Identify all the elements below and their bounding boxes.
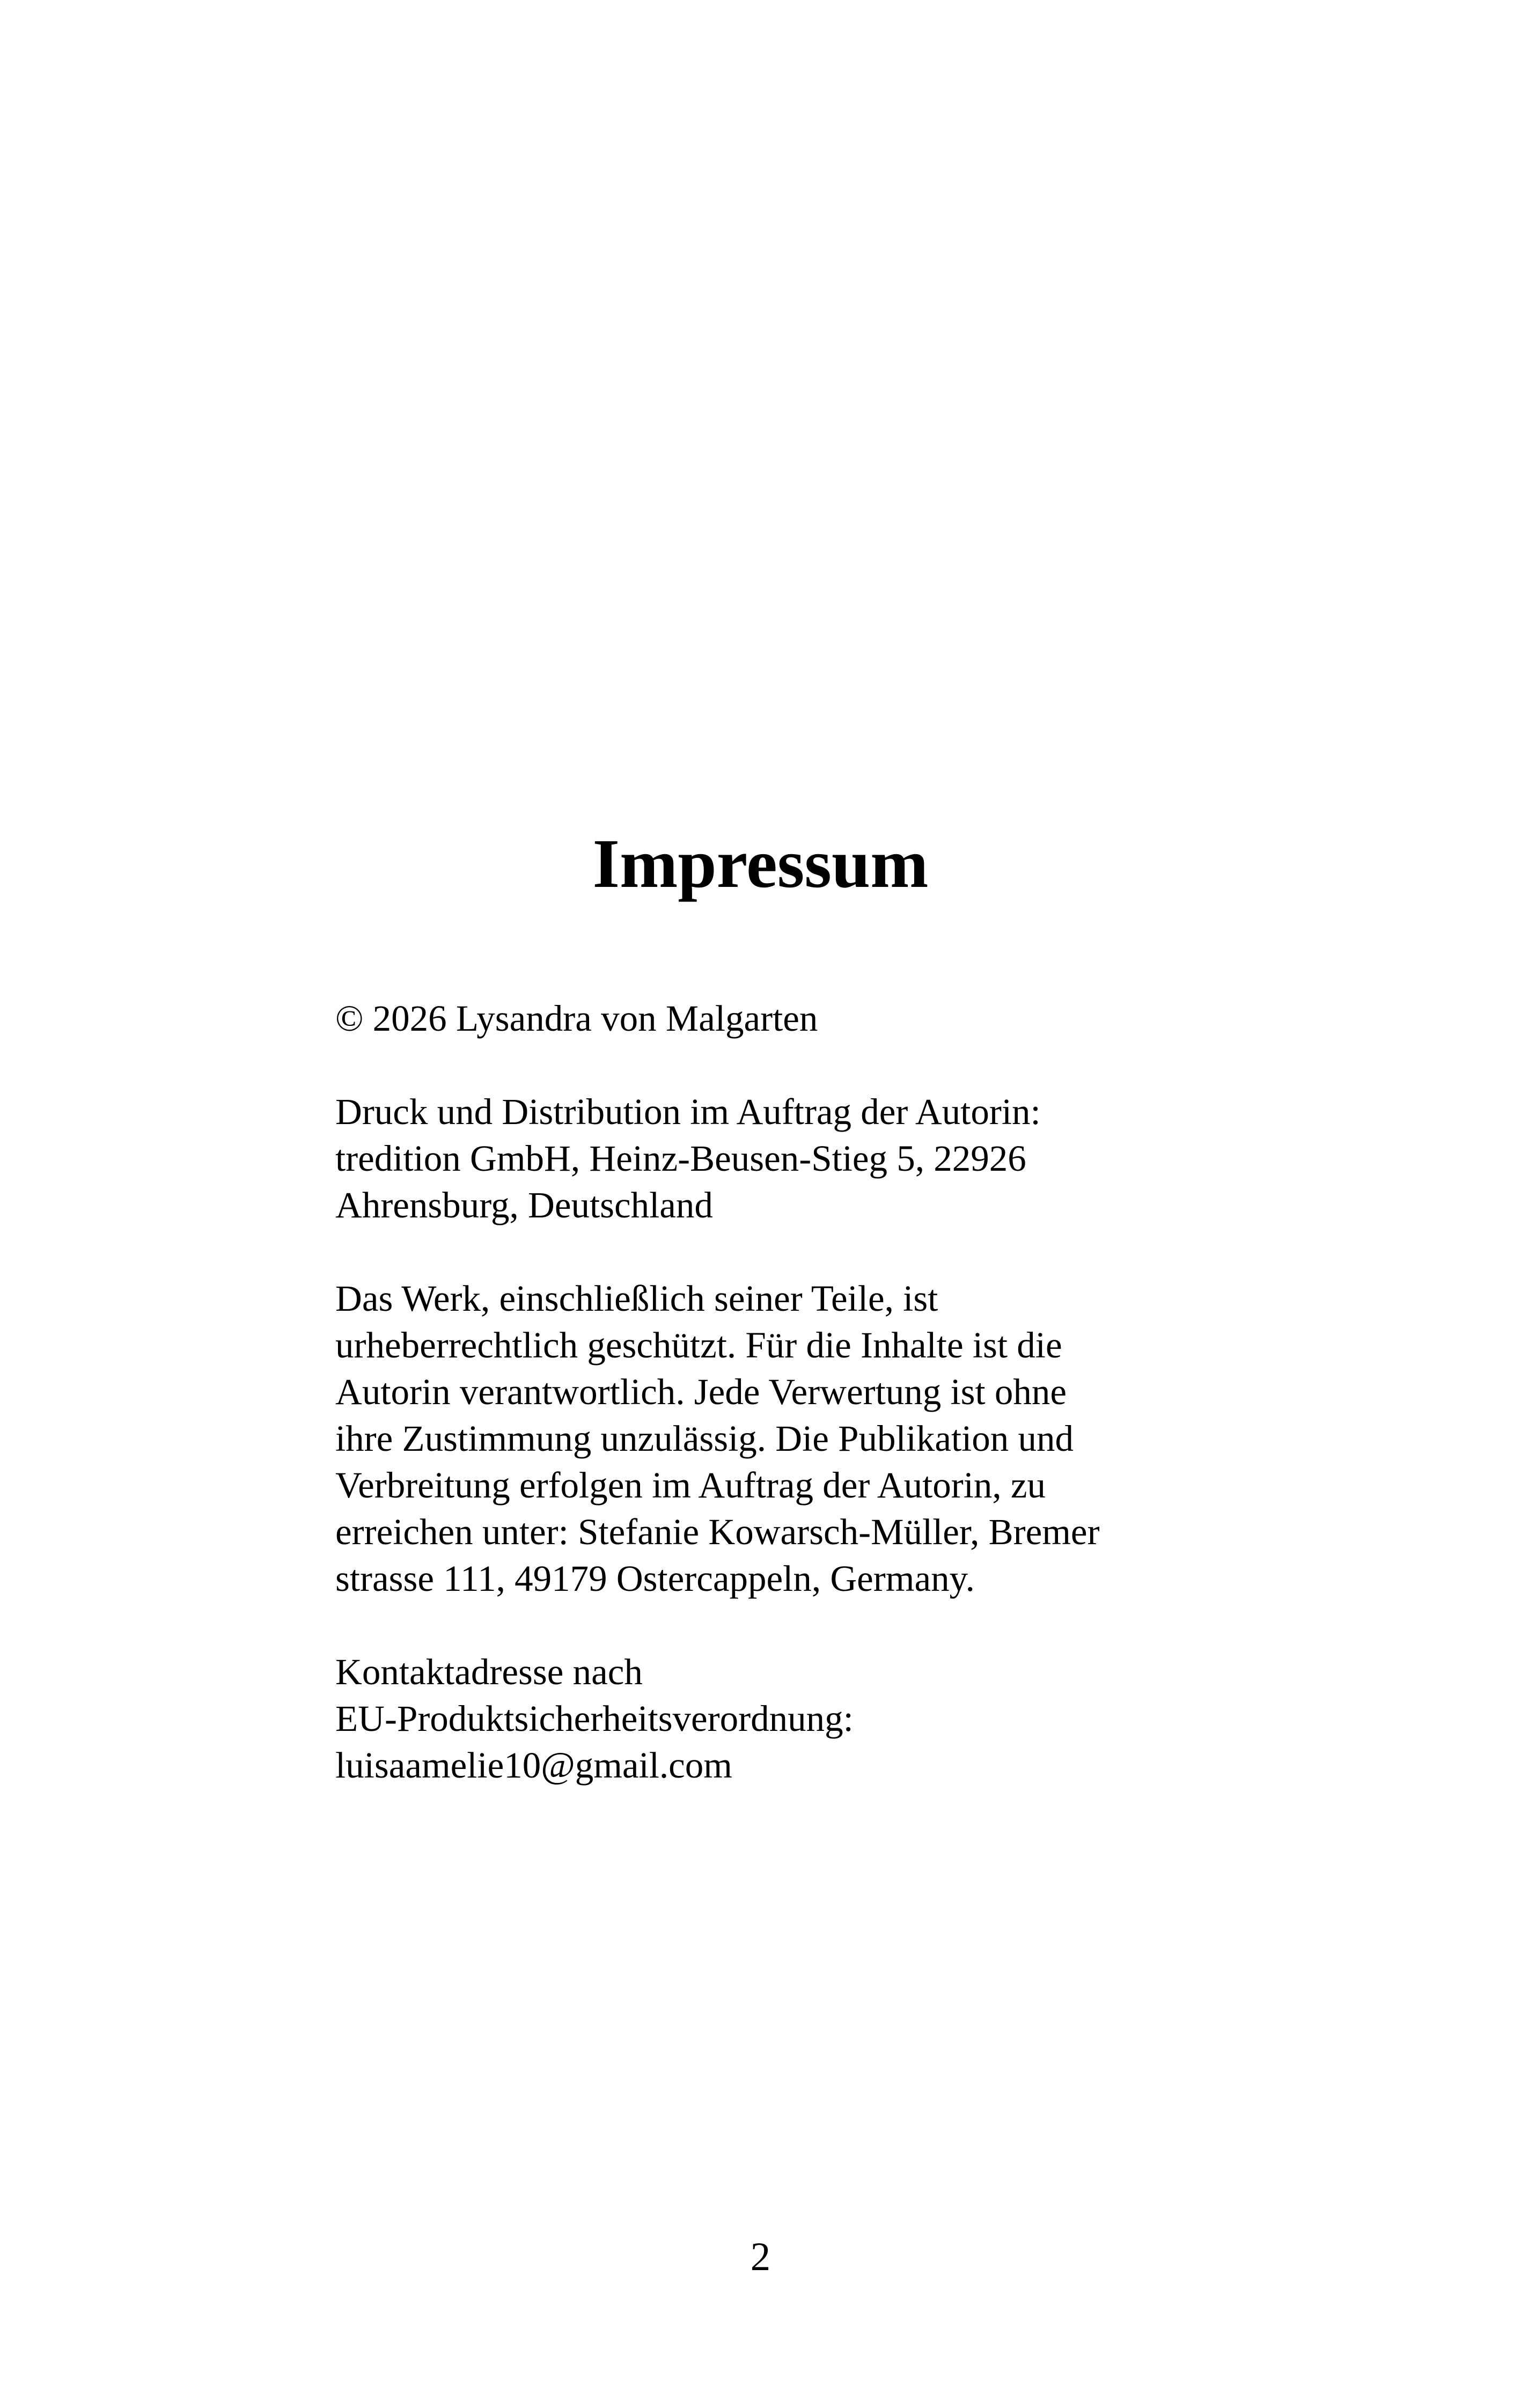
contact-line: EU-Produktsicherheitsverordnung: (335, 1698, 854, 1739)
contact-email: luisaamelie10@gmail.com (335, 1745, 732, 1786)
page-number: 2 (750, 2235, 771, 2279)
copyright-notice (335, 995, 1172, 1042)
rights-notice (335, 1275, 1172, 1602)
publisher-info (335, 1089, 1172, 1229)
rights-line: urheberrechtlich geschützt. Für die Inhalte ist die (335, 1325, 1062, 1365)
rights-line: strasse 111, 49179 Ostercappeln, Germany. (335, 1558, 975, 1599)
rights-line: ihre Zustimmung unzulässig. Die Publikation und (335, 1418, 1074, 1459)
rights-line: Verbreitung erfolgen im Auftrag der Autorin, zu (335, 1465, 1046, 1506)
rights-line: erreichen unter: Stefanie Kowarsch-Müller, Bremer (335, 1511, 1100, 1552)
imprint-body (335, 995, 1172, 1836)
publisher-line: Ahrensburg, Deutschland (335, 1185, 713, 1225)
contact-line: Kontaktadresse nach (335, 1651, 643, 1692)
page-title: Impressum (592, 825, 929, 902)
rights-line: Das Werk, einschließlich seiner Teile, ist (335, 1278, 938, 1319)
rights-line: Autorin verantwortlich. Jede Verwertung ist ohne (335, 1371, 1067, 1412)
copyright-line: © 2026 Lysandra von Malgarten (335, 998, 818, 1039)
publisher-line: tredition GmbH, Heinz-Beusen-Stieg 5, 22926 (335, 1138, 1026, 1179)
publisher-line: Druck und Distribution im Auftrag der Autorin: (335, 1091, 1041, 1132)
contact-info (335, 1649, 1172, 1789)
